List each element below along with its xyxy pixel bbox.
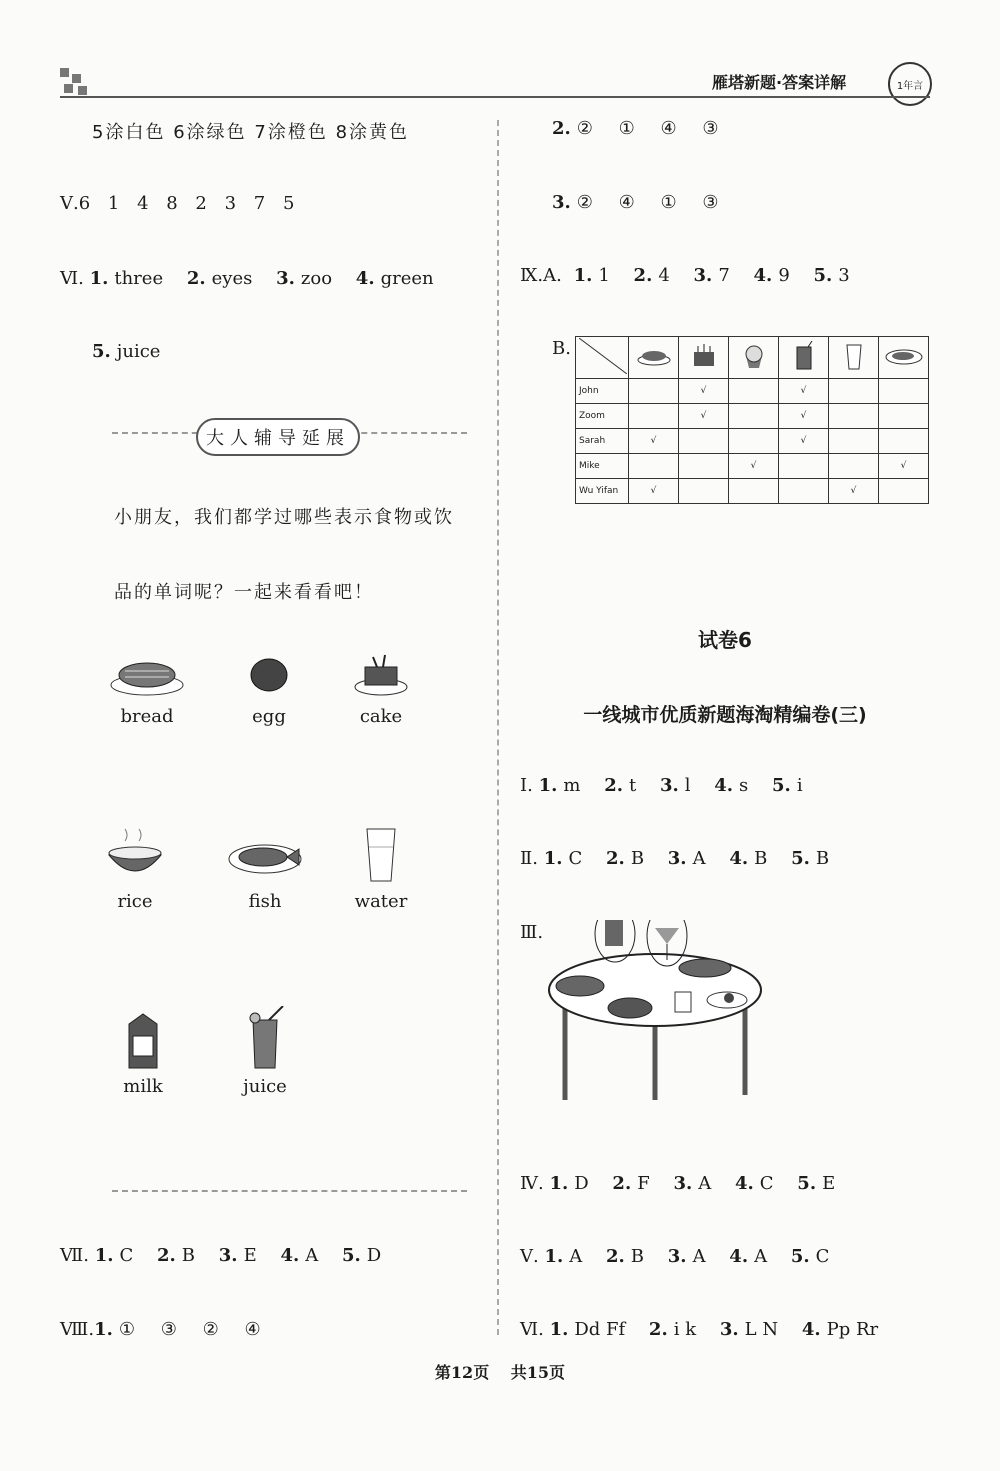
answer-iii-label: Ⅲ. [520, 922, 544, 943]
table-row: Wu Yifan √ √ [576, 479, 929, 504]
water-glass-icon [341, 825, 421, 885]
corner-decoration [60, 68, 88, 96]
food-milk: milk [88, 1010, 198, 1097]
page-total: 共15页 [510, 1363, 566, 1382]
answer-ix-b-label: B. [552, 338, 571, 359]
food-cake: cake [326, 645, 436, 727]
col-juice-box-icon [779, 337, 829, 379]
table-row: Zoom √ √ [576, 404, 929, 429]
food-bread: bread [92, 645, 202, 727]
egg-icon [229, 645, 309, 700]
answer-iv: Ⅳ. 1. D 2. F 3. A 4. C 5. E [520, 1173, 836, 1194]
test-title: 试卷6 [698, 628, 752, 652]
food-egg: egg [214, 645, 324, 727]
table-row: Mike √ √ [576, 454, 929, 479]
dashed-separator-bottom [112, 1190, 467, 1192]
color-instructions: 5涂白色 6涂绿色 7涂橙色 8涂黄色 [92, 122, 410, 143]
page-number: 第12页 [434, 1363, 490, 1382]
table-row: John √ √ [576, 379, 929, 404]
cake-icon [341, 645, 421, 700]
col-fish-icon [879, 337, 929, 379]
table-corner-cell [576, 337, 629, 379]
parent-guidance-title: 大人辅导延展 [196, 418, 360, 456]
page-footer [0, 1360, 1000, 1383]
food-fish: fish [210, 825, 320, 912]
header-tag: 雁塔新题·答案详解 [712, 73, 847, 92]
col-cupcake-icon [729, 337, 779, 379]
answer-viii: Ⅷ.1. ① ③ ② ④ [60, 1319, 271, 1340]
publisher-logo: 1年言 [888, 62, 932, 106]
table-scene-illustration [545, 920, 785, 1109]
food-water: water [326, 825, 436, 912]
answer-right-3: 3. ② ④ ① ③ [552, 192, 729, 213]
dinner-table-icon [545, 920, 785, 1105]
answer-vi-right: Ⅵ. 1. Dd Ff 2. i k 3. L N 4. Pp Rr [520, 1319, 879, 1340]
milk-carton-icon [103, 1010, 183, 1070]
fish-icon [225, 825, 305, 885]
food-juice: juice [210, 1006, 320, 1097]
intro-line-1: 小朋友，我们都学过哪些表示食物或饮 [114, 507, 454, 528]
col-bread-icon [629, 337, 679, 379]
header-rule [60, 96, 930, 98]
food-checklist-table [575, 336, 929, 504]
answer-right-2: 2. ② ① ④ ③ [552, 118, 729, 139]
answer-i: Ⅰ. 1. m 2. t 3. l 4. s 5. i [520, 775, 803, 796]
answer-vi-5: 5. juice [92, 341, 161, 362]
answer-ix-a: Ⅸ.A. 1. 1 2. 4 3. 7 4. 9 5. 3 [520, 265, 850, 286]
table-row: Sarah √ √ [576, 429, 929, 454]
col-cake-icon [679, 337, 729, 379]
answer-v: Ⅴ.6 1 4 8 2 3 7 5 [60, 193, 301, 214]
juice-glass-icon [225, 1006, 305, 1070]
answer-v-right: Ⅴ. 1. A 2. B 3. A 4. A 5. C [520, 1246, 830, 1267]
bread-icon [107, 645, 187, 700]
column-divider [497, 120, 499, 1335]
answer-vii: Ⅶ. 1. C 2. B 3. E 4. A 5. D [60, 1245, 382, 1266]
answer-ii: Ⅱ. 1. C 2. B 3. A 4. B 5. B [520, 848, 830, 869]
test-subtitle: 一线城市优质新题海淘精编卷(三) [583, 704, 867, 726]
intro-line-2: 品的单词呢？一起来看看吧！ [114, 582, 374, 603]
food-rice: rice [80, 825, 190, 912]
col-water-icon [829, 337, 879, 379]
answer-vi: Ⅵ. 1. three 2. eyes 3. zoo 4. green [60, 268, 434, 289]
rice-icon [95, 825, 175, 885]
